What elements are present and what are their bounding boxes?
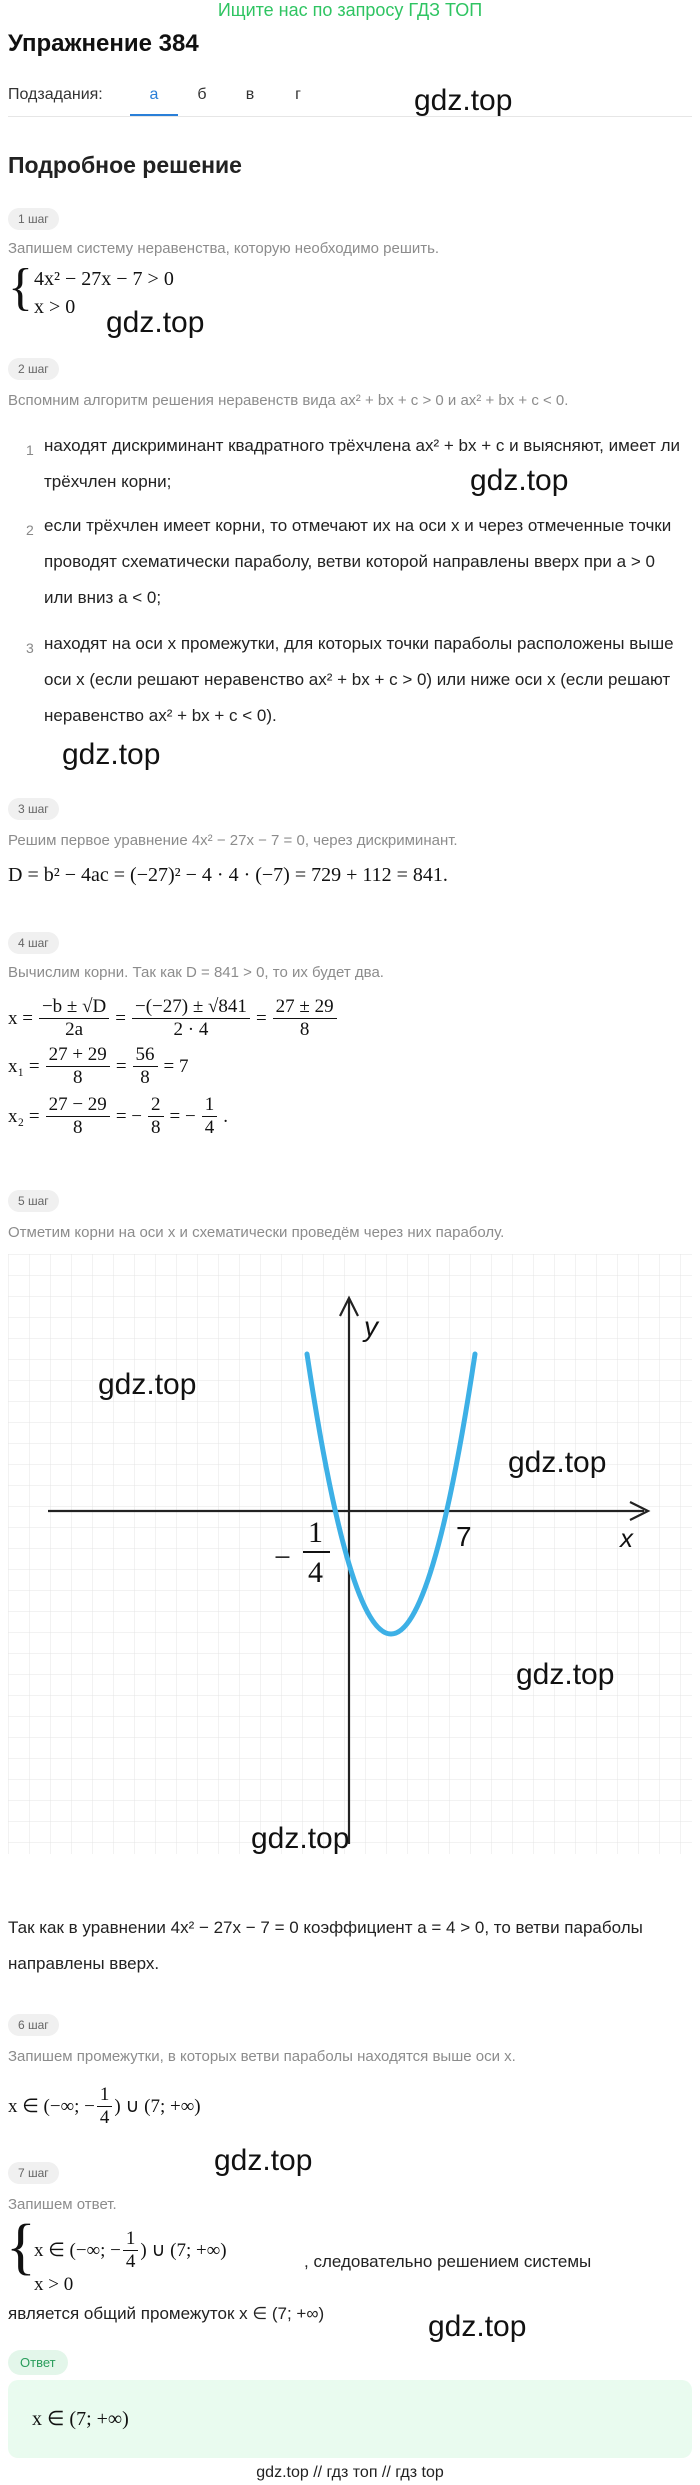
watermark: gdz.top: [470, 464, 569, 497]
subtasks-label: Подзадания:: [8, 86, 103, 103]
common-interval: является общий промежуток x ∈ (7; +∞): [8, 2304, 325, 2323]
answer-system-line: x > 0: [34, 2274, 74, 2295]
fraction: $\frac{-(-27) \pm √841}{2 \cdot 4}$: [132, 996, 250, 1041]
tab-v[interactable]: в: [245, 86, 255, 103]
interval-prefix: x ∈ (−∞; −: [34, 2240, 121, 2261]
watermark: gdz.top: [251, 1822, 350, 1854]
tab-b[interactable]: б: [197, 86, 207, 103]
list-item: находят дискриминант квадратного трёхчлена ax² + bx + c и выясняют, имеет ли трёхчлен корни;: [44, 436, 681, 491]
fraction: $\frac{1}{4}$: [97, 2084, 113, 2129]
fraction: $\frac{1}{4}$: [202, 1094, 218, 1139]
system-brace: {: [8, 259, 33, 316]
answer-system-tail: , следовательно решением системы: [304, 2252, 592, 2271]
step-note: Решим первое уравнение 4x² − 27x − 7 = 0, через дискриминант.: [8, 832, 458, 849]
fraction: $\frac{2}{8}$: [148, 1094, 164, 1139]
lhs: x₁ =: [8, 1055, 40, 1077]
list-number: 2: [26, 522, 34, 538]
watermark: gdz.top: [516, 1658, 615, 1691]
watermark: gdz.top: [98, 1368, 197, 1401]
conclusion-text: Так как в уравнении 4x² − 27x − 7 = 0 коэффициент a = 4 > 0, то ветви параболы направлены вверх.: [8, 1918, 643, 1973]
root-label-den: 4: [308, 1556, 323, 1589]
step-badge: 1 шаг: [8, 208, 59, 230]
minus-sign: −: [274, 1541, 291, 1574]
step-badge: 6 шаг: [8, 2014, 59, 2036]
watermark: gdz.top: [214, 2144, 313, 2177]
list-number: 1: [26, 442, 34, 458]
x-axis-label: x: [620, 1523, 633, 1553]
system-line: 4x² − 27x − 7 > 0: [34, 268, 174, 290]
page-title: Упражнение 384: [8, 30, 199, 57]
watermark: gdz.top: [106, 306, 205, 339]
step-note: Запишем систему неравенства, которую необходимо решить.: [8, 240, 440, 257]
step-badge: 3 шаг: [8, 798, 59, 820]
step-note: Отметим корни на оси x и схематически проведём через них параболу.: [8, 1224, 505, 1241]
step-note: Запишем ответ.: [8, 2196, 117, 2213]
watermark: gdz.top: [62, 738, 161, 771]
step-badge: 2 шаг: [8, 358, 59, 380]
list-item: если трёхчлен имеет корни, то отмечают их на оси x и через отмеченные точки проводят схематически параболу, ветви которой направлены вверх при a > 0 или вниз a < 0;: [44, 516, 672, 607]
system-line: x > 0: [34, 296, 76, 318]
top-banner: Ищите нас по запросу ГДЗ ТОП: [217, 0, 483, 20]
footer-links[interactable]: gdz.top // гдз топ // гдз top: [256, 2464, 444, 2481]
tab-a[interactable]: а: [130, 80, 178, 116]
answer-box: [8, 2380, 692, 2458]
list-number: 3: [26, 640, 34, 656]
lhs: x =: [8, 1007, 33, 1029]
root-label-num: 1: [308, 1516, 323, 1549]
section-title: Подробное решение: [8, 152, 242, 178]
answer-badge: Ответ: [8, 2350, 68, 2375]
parabola-graph: [8, 1254, 692, 1854]
root-label-7: 7: [456, 1521, 472, 1552]
tab-g[interactable]: г: [295, 86, 301, 103]
fraction: $\frac{27 + 29}{8}$: [46, 1044, 110, 1089]
step-badge: 4 шаг: [8, 932, 59, 954]
interval-formula: [8, 2084, 201, 2129]
root-formula: x = $\frac{-b \pm √D}{2a}$ = $\frac{-(-27) \pm √841}{2 \cdot 4}$ = $\frac{27 \pm 29}{8}$: [8, 996, 337, 1041]
value: = 7: [163, 1055, 189, 1077]
step-badge: 7 шаг: [8, 2162, 59, 2184]
list-item: находят на оси x промежутки, для которых точки параболы расположены выше оси x (если решают неравенство ax² + bx + c > 0) или ниже оси x (если решают неравенство ax² + bx + c < 0).: [44, 634, 674, 725]
interval-suffix: ) ∪ (7; +∞): [140, 2240, 227, 2261]
interval-suffix: ) ∪ (7; +∞): [114, 2096, 201, 2117]
watermark: gdz.top: [508, 1446, 607, 1479]
fraction: $\frac{27 - 29}{8}$: [46, 1094, 110, 1139]
discriminant-formula: D = b² − 4ac = (−27)² − 4 · 4 · (−7) = 729 + 112 = 841.: [8, 864, 448, 886]
lhs: x₂ =: [8, 1105, 40, 1127]
subtask-tabs: [130, 80, 322, 116]
watermark: gdz.top: [414, 84, 513, 117]
answer-system-brace: {: [6, 2213, 36, 2281]
step-note: Запишем промежутки, в которых ветви параболы находятся выше оси x.: [8, 2048, 516, 2065]
root-x1: x₁ = $\frac{27 + 29}{8}$ = $\frac{56}{8}$ = 7: [8, 1044, 189, 1088]
fraction: $\frac{1}{4}$: [123, 2228, 139, 2273]
fraction: $\frac{27 \pm 29}{8}$: [273, 996, 337, 1041]
root-x2: x₂ = $\frac{27 - 29}{8}$ = − $\frac{2}{8}$ = − $\frac{1}{4}$ .: [8, 1094, 228, 1138]
step-badge: 5 шаг: [8, 1190, 59, 1212]
answer-system-line: [34, 2228, 227, 2273]
step-note: Вспомним алгоритм решения неравенств вида ax² + bx + c > 0 и ax² + bx + c < 0.: [8, 392, 569, 409]
tabs-divider: [8, 116, 692, 117]
y-axis-label: y: [364, 1311, 378, 1342]
step-note: Вычислим корни. Так как D = 841 > 0, то их будет два.: [8, 964, 384, 981]
answer-value: x ∈ (7; +∞): [32, 2408, 129, 2430]
watermark: gdz.top: [428, 2310, 527, 2343]
fraction: $\frac{56}{8}$: [133, 1044, 158, 1089]
fraction: $\frac{-b \pm √D}{2a}$: [39, 996, 109, 1041]
interval-prefix: x ∈ (−∞; −: [8, 2096, 95, 2117]
